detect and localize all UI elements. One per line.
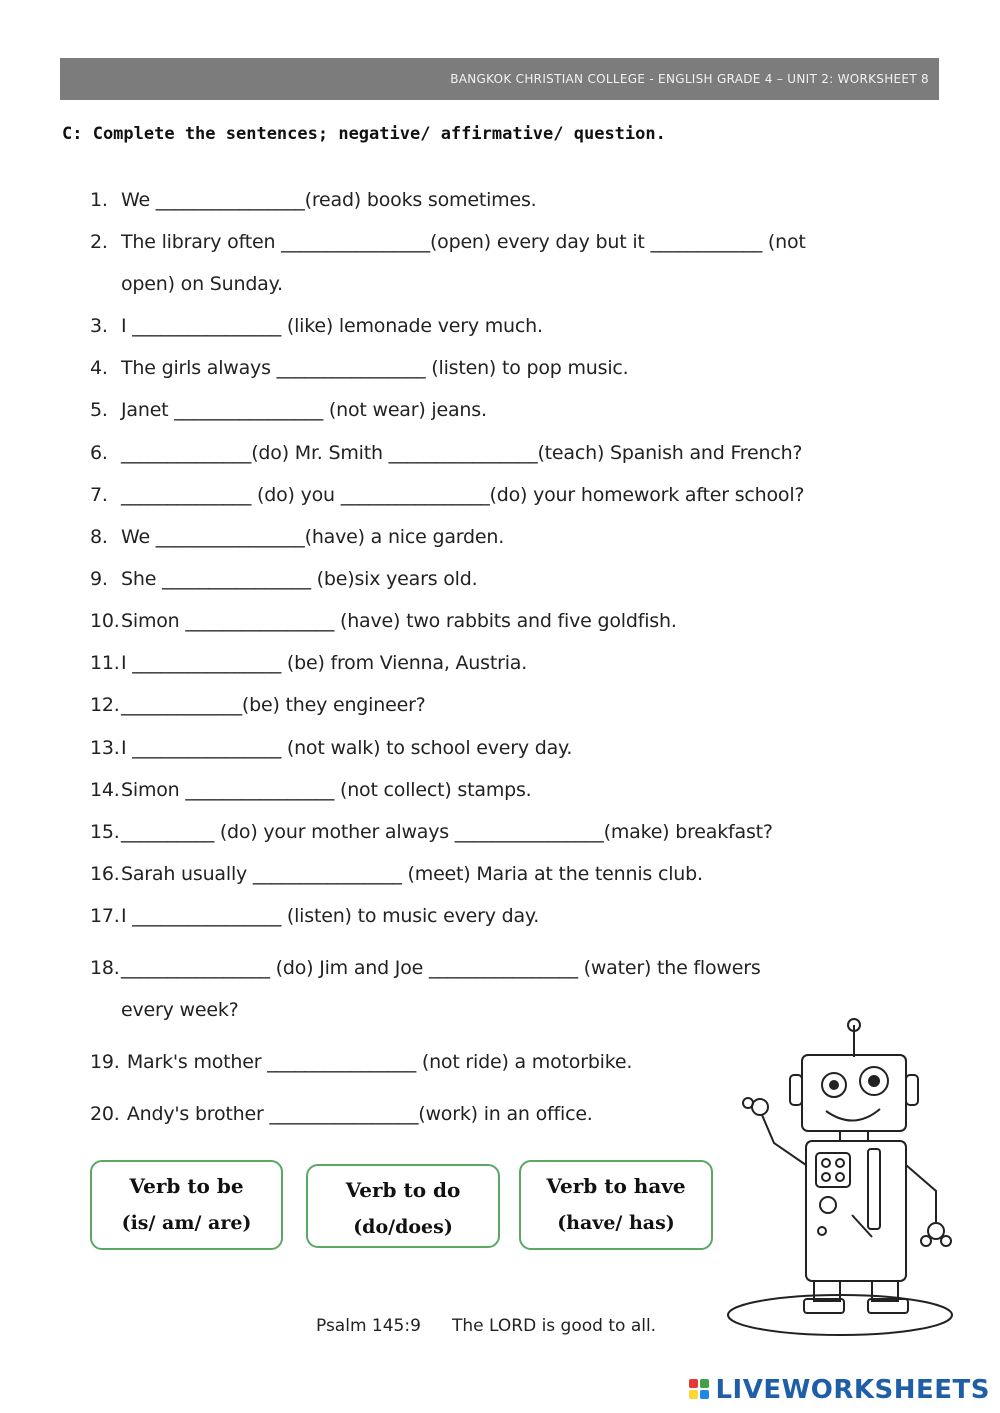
header-bar	[60, 58, 939, 100]
verb-box-title: Verb to do	[345, 1178, 461, 1202]
verb-box-forms: (do/does)	[353, 1216, 453, 1238]
item-text: ________________ (do) Jim and Joe ________________ (water) the flowers	[121, 957, 761, 979]
item-text: The girls always ________________ (listen) to pop music.	[121, 357, 629, 379]
list-item	[90, 1051, 632, 1073]
list-item	[90, 737, 572, 759]
item-number: 19.	[90, 1051, 120, 1073]
list-item	[90, 863, 703, 885]
list-item	[90, 694, 426, 716]
item-text: We ________________(have) a nice garden.	[121, 526, 505, 548]
list-item	[90, 821, 773, 843]
robot-illustration	[722, 1015, 962, 1340]
logo-mark-icon	[689, 1379, 711, 1401]
item-text: The library often ________________(open) every day but it ____________ (not	[121, 231, 806, 253]
item-text: I ________________ (like) lemonade very much.	[121, 315, 543, 337]
item-text: Simon ________________ (have) two rabbits and five goldfish.	[121, 610, 677, 632]
robot-arm-left	[762, 1115, 806, 1165]
robot-ear-right	[906, 1075, 918, 1105]
item-number: 3.	[90, 315, 108, 337]
item-text: I ________________ (not walk) to school every day.	[121, 737, 573, 759]
robot-button	[820, 1197, 836, 1213]
item-number: 11.	[90, 652, 120, 674]
item-number: 10.	[90, 610, 120, 632]
item-number: 12.	[90, 694, 120, 716]
item-number: 7.	[90, 484, 108, 506]
item-number: 18.	[90, 957, 120, 979]
list-item	[90, 526, 504, 548]
item-text: Janet ________________ (not wear) jeans.	[121, 399, 487, 421]
item-number: 9.	[90, 568, 108, 590]
list-item	[90, 610, 677, 632]
item-text: We ________________(read) books sometimes.	[121, 189, 537, 211]
robot-mouth	[826, 1109, 880, 1121]
item-number: 1.	[90, 189, 108, 211]
item-continuation: every week?	[121, 999, 239, 1021]
verb-box-forms: (have/ has)	[557, 1212, 675, 1234]
robot-neck	[840, 1131, 868, 1141]
robot-panel	[816, 1153, 850, 1187]
item-text: ______________ (do) you ________________(do) your homework after school?	[121, 484, 805, 506]
item-text: _____________(be) they engineer?	[121, 694, 426, 716]
list-item	[90, 779, 532, 801]
list-item	[90, 484, 804, 506]
item-text: Mark's mother ________________ (not ride) a motorbike.	[121, 1051, 633, 1073]
item-continuation: open) on Sunday.	[121, 273, 283, 295]
item-number: 15.	[90, 821, 120, 843]
item-number: 2.	[90, 231, 108, 253]
list-item	[90, 399, 487, 421]
list-item	[90, 189, 537, 211]
instruction-heading: C: Complete the sentences; negative/ affirmative/ question.	[62, 124, 666, 144]
verb-box-do	[306, 1164, 500, 1248]
verb-box-be	[90, 1160, 283, 1250]
verse-reference: Psalm 145:9	[316, 1316, 421, 1336]
robot-slot	[868, 1149, 880, 1229]
robot-ear-left	[790, 1075, 802, 1105]
item-text: ______________(do) Mr. Smith ________________(teach) Spanish and French?	[121, 442, 803, 464]
item-number: 17.	[90, 905, 120, 927]
robot-body	[806, 1141, 906, 1281]
item-text: Simon ________________ (not collect) stamps.	[121, 779, 532, 801]
verb-box-have	[519, 1160, 713, 1250]
list-item	[90, 568, 477, 590]
robot-arm-right	[906, 1165, 936, 1223]
list-item	[90, 442, 802, 464]
item-text: I ________________ (be) from Vienna, Austria.	[121, 652, 528, 674]
logo-text: LIVEWORKSHEETS	[715, 1375, 990, 1405]
item-text: Sarah usually ________________ (meet) Maria at the tennis club.	[121, 863, 703, 885]
list-item	[90, 231, 806, 253]
item-number: 8.	[90, 526, 108, 548]
list-item	[90, 315, 543, 337]
item-number: 13.	[90, 737, 120, 759]
verb-box-forms: (is/ am/ are)	[121, 1212, 252, 1234]
item-text: __________ (do) your mother always ________________(make) breakfast?	[121, 821, 773, 843]
list-item	[90, 905, 539, 927]
list-item	[90, 357, 629, 379]
item-number: 14.	[90, 779, 120, 801]
liveworksheets-logo[interactable]	[689, 1375, 990, 1405]
item-number: 16.	[90, 863, 120, 885]
list-item	[90, 1103, 593, 1125]
item-number: 4.	[90, 357, 108, 379]
verb-box-title: Verb to have	[546, 1174, 686, 1198]
item-text: She ________________ (be)six years old.	[121, 568, 478, 590]
verb-box-title: Verb to be	[129, 1174, 244, 1198]
item-text: I ________________ (listen) to music every day.	[121, 905, 540, 927]
list-item	[90, 652, 527, 674]
verse-quote: The LORD is good to all.	[452, 1316, 657, 1336]
item-text: Andy's brother ________________(work) in an office.	[121, 1103, 593, 1125]
item-number: 6.	[90, 442, 108, 464]
list-item	[90, 957, 761, 979]
item-number: 5.	[90, 399, 108, 421]
header-title: BANGKOK CHRISTIAN COLLEGE - ENGLISH GRADE 4 – UNIT 2: WORKSHEET 8	[450, 72, 929, 86]
item-number: 20.	[90, 1103, 120, 1125]
